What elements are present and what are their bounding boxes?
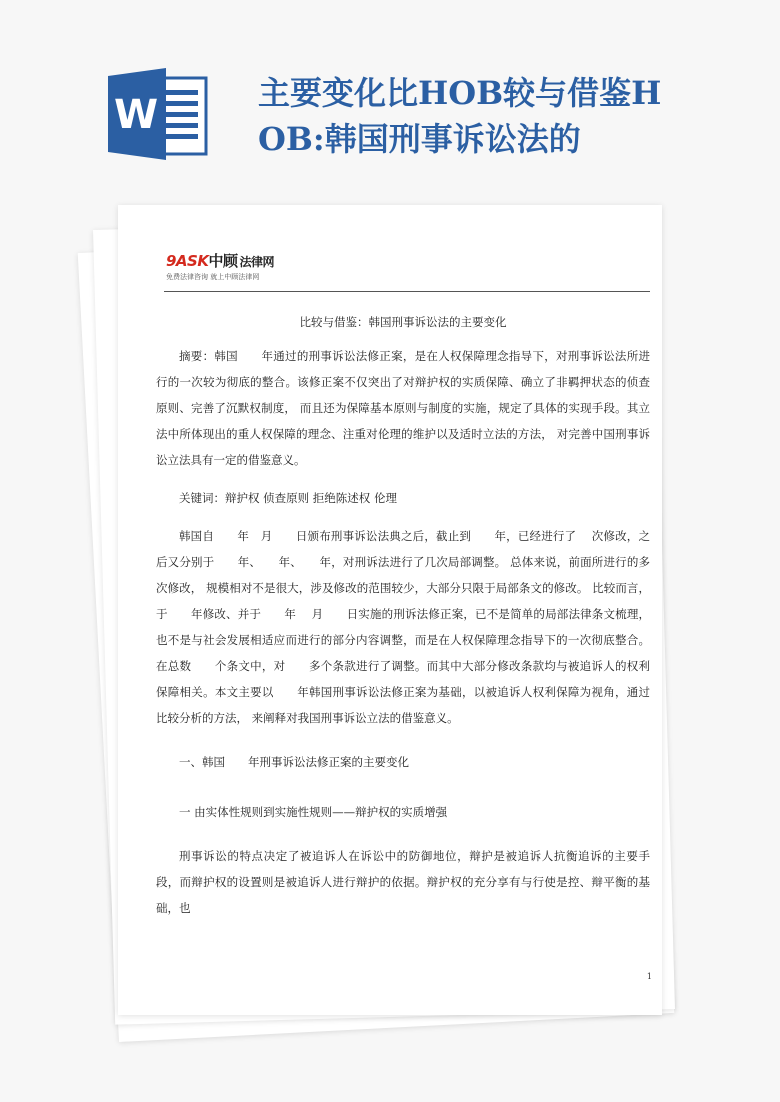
page-number: 1 <box>646 972 652 981</box>
abstract-paragraph: 摘要：韩国 年通过的刑事诉讼法修正案，是在人权保障理念指导下，对刑事诉讼法所进行的一次较为彻底的整合。该修正案不仅突出了对辩护权的实质保障、确立了非羁押状态的侦查原则、完善了沉默权制度， 而且还为保障基本原则与制度的实施，规定了具体的实现手段。其立法中所体现出的重人权保障的理念、注重对伦理的维护以及适时立法的方法， 对完善中国刑事诉讼立法具有一定的借鉴意义。 <box>156 349 650 467</box>
body-paragraph: 韩国自 年 月 日颁布刑事诉讼法典之后，截止到 年，已经进行了 次修改，之后又分别于 年、 年、 年，对刑诉法进行了几次局部调整。 总体来说，前面所进行的多次修改， 规模相对不是很大，涉及修改的范围较少，大部分只限于局部条文的修改。 比较而言，于 年修改、并于 年 月 日实施的刑诉法修正案，已不是简单的局部法律条文梳理，也不是与社会发展相适应而进行的部分内容调整，而是在人权保障理念指导下的一次彻底整合。在总数 个条文中，对 多个条款进行了调整。而其中大部分修改条款均与被追诉人的权利保障相关。本文主要以 年韩国刑事诉讼法修正案为基础，以被追诉人权利保障为视角，通过比较分析的方法， 来阐释对我国刑事诉讼立法的借鉴意义。 <box>156 529 650 725</box>
logo-mark <box>166 250 274 271</box>
document-page <box>118 205 662 1015</box>
word-icon <box>108 68 208 160</box>
document-content <box>156 309 650 921</box>
body-paragraph-2: 刑事诉讼的特点决定了被追诉人在诉讼中的防御地位，辩护是被追诉人抗衡追诉的主要手段，而辩护权的设置则是被追诉人进行辩护的依据。辩护权的充分享有与行使是控、辩平衡的基础，也 <box>156 849 650 915</box>
svg-text:W: W <box>113 92 159 138</box>
logo-mark-red: 9ASK <box>166 252 209 270</box>
logo-mark-cn: 法律网 <box>239 255 275 269</box>
section-heading: 一、韩国 年刑事诉讼法修正案的主要变化 <box>179 755 409 769</box>
header-rule <box>164 291 650 292</box>
subsection-heading: 一 由实体性规则到实施性规则——辩护权的实质增强 <box>179 805 448 819</box>
article-title: 比较与借鉴：韩国刑事诉讼法的主要变化 <box>299 315 507 329</box>
document-title <box>258 70 758 162</box>
logo-tagline: 免费法律咨询 就上中顾法律网 <box>166 273 260 281</box>
title-line-1: 主要变化比HOB较与借鉴H <box>258 74 662 112</box>
title-line-2: OB:韩国刑事诉讼法的 <box>258 120 581 158</box>
keywords-line: 关键词：辩护权 侦查原则 拒绝陈述权 伦理 <box>179 491 397 505</box>
logo <box>166 250 274 282</box>
logo-mark-black: 中顾 <box>208 252 238 270</box>
